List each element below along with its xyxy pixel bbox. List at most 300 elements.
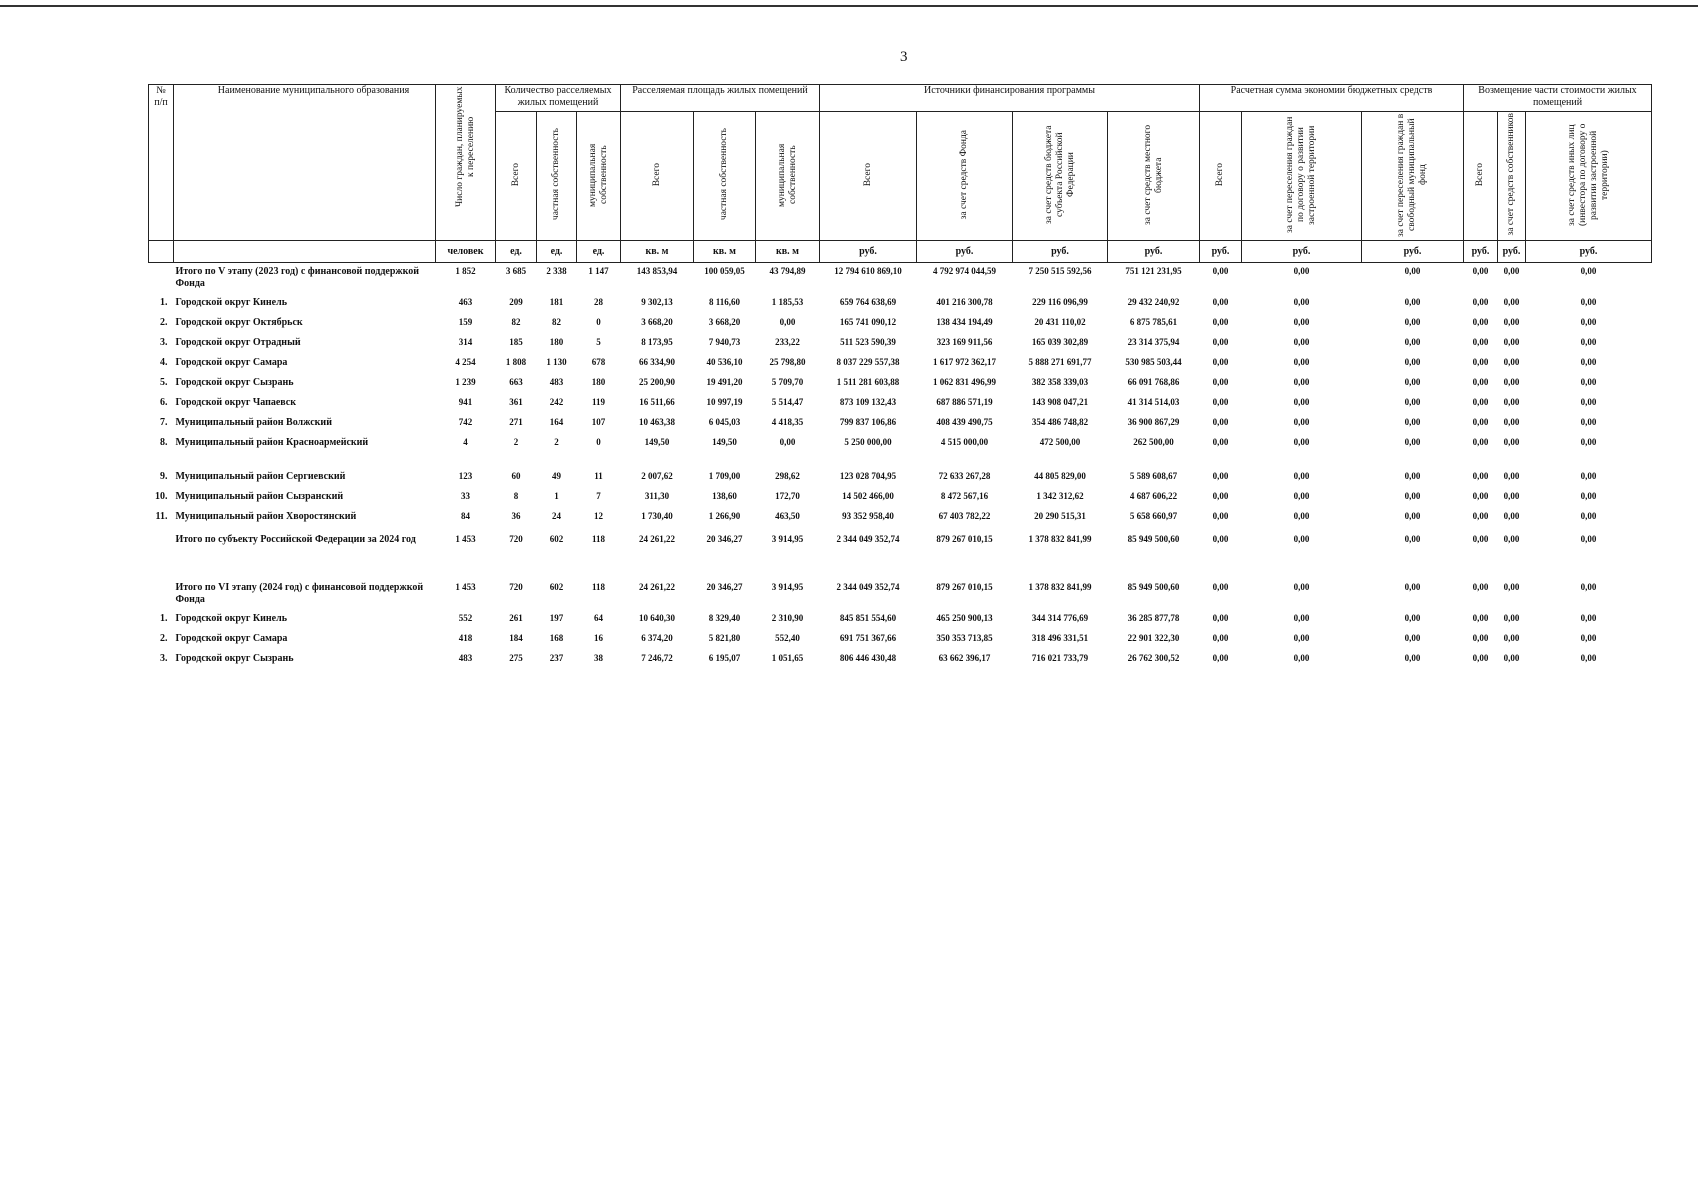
municipality-name: Итого по V этапу (2023 год) с финансовой поддержкой Фонда bbox=[175, 266, 420, 289]
value-cell: 0,00 bbox=[1472, 612, 1489, 623]
value-cell: 118 bbox=[591, 581, 605, 592]
header-people: Число граждан, планируемых к переселению bbox=[436, 85, 496, 241]
value-cell: 659 764 638,69 bbox=[839, 296, 897, 307]
unit-cell-name bbox=[174, 241, 436, 263]
value-cell: 66 334,90 bbox=[639, 356, 675, 367]
municipality-name: Муниципальный район Сергиевский bbox=[175, 470, 346, 482]
value-cell: 0,00 bbox=[1404, 356, 1421, 367]
value-cell: 0,00 bbox=[1404, 510, 1421, 521]
municipality-name: Городской округ Чапаевск bbox=[175, 396, 297, 408]
value-cell: 873 109 132,43 bbox=[839, 396, 897, 407]
value-cell: 552 bbox=[458, 612, 473, 623]
value-cell: 6 045,03 bbox=[708, 416, 741, 427]
table-row bbox=[149, 633, 1652, 653]
header-savings-group: Расчетная сумма экономии бюджетных средств bbox=[1200, 85, 1464, 112]
unit-cell: руб. bbox=[1200, 241, 1242, 263]
value-cell: 350 353 713,85 bbox=[936, 632, 993, 643]
value-cell: 33 bbox=[461, 490, 470, 501]
value-cell: 123 028 704,95 bbox=[839, 470, 897, 481]
value-cell: 0 bbox=[596, 436, 601, 447]
value-cell: 237 bbox=[549, 652, 564, 663]
value-cell: 483 bbox=[458, 652, 473, 663]
table-row bbox=[149, 337, 1652, 357]
municipality-name: Городской округ Самара bbox=[175, 632, 288, 644]
value-cell: 1 378 832 841,99 bbox=[1028, 581, 1092, 592]
total-row bbox=[149, 579, 1652, 613]
value-cell: 0,00 bbox=[1293, 416, 1310, 427]
row-number: 5. bbox=[160, 376, 168, 388]
unit-cell: руб. bbox=[1498, 241, 1526, 263]
value-cell: 0,00 bbox=[1212, 416, 1229, 427]
table-row bbox=[149, 613, 1652, 633]
unit-cell: руб. bbox=[1526, 241, 1652, 263]
value-cell: 0,00 bbox=[1580, 266, 1597, 276]
value-cell: 0,00 bbox=[1580, 436, 1597, 447]
value-cell: 0,00 bbox=[1293, 396, 1310, 407]
unit-cell: кв. м bbox=[756, 241, 820, 263]
value-cell: 5 250 000,00 bbox=[844, 436, 892, 447]
value-cell: 1 051,65 bbox=[771, 652, 804, 663]
value-cell: 44 805 829,00 bbox=[1034, 470, 1086, 481]
row-number: 8. bbox=[160, 436, 168, 448]
table-row bbox=[149, 653, 1652, 673]
value-cell: 0,00 bbox=[1293, 533, 1310, 544]
value-cell: 530 985 503,44 bbox=[1125, 356, 1182, 367]
value-cell: 0,00 bbox=[1503, 376, 1520, 387]
value-cell: 11 bbox=[594, 470, 603, 481]
value-cell: 6 195,07 bbox=[708, 652, 741, 663]
value-cell: 0,00 bbox=[1404, 336, 1421, 347]
value-cell: 0,00 bbox=[1580, 356, 1597, 367]
value-cell: 0,00 bbox=[1293, 652, 1310, 663]
value-cell: 418 bbox=[458, 632, 473, 643]
value-cell: 233,22 bbox=[775, 336, 800, 347]
header-funding-group: Источники финансирования программы bbox=[820, 85, 1200, 112]
value-cell: 0,00 bbox=[1580, 490, 1597, 501]
value-cell: 60 bbox=[511, 470, 521, 481]
unit-cell: руб. bbox=[917, 241, 1013, 263]
value-cell: 1 511 281 603,88 bbox=[836, 376, 900, 387]
value-cell: 0,00 bbox=[1472, 581, 1489, 592]
value-cell: 0,00 bbox=[1212, 632, 1229, 643]
value-cell: 66 091 768,86 bbox=[1127, 376, 1180, 387]
value-cell: 0,00 bbox=[1472, 316, 1489, 327]
unit-cell: руб. bbox=[1242, 241, 1362, 263]
value-cell: 0,00 bbox=[1580, 533, 1597, 544]
value-cell: 0,00 bbox=[1472, 416, 1489, 427]
value-cell: 344 314 776,69 bbox=[1031, 612, 1089, 623]
value-cell: 879 267 010,15 bbox=[936, 533, 993, 544]
value-cell: 3 668,20 bbox=[708, 316, 741, 327]
value-cell: 720 bbox=[509, 581, 523, 592]
value-cell: 242 bbox=[549, 396, 564, 407]
value-cell: 0 bbox=[596, 316, 601, 327]
value-cell: 0,00 bbox=[1293, 581, 1310, 592]
header-area-group: Расселяемая площадь жилых помещений bbox=[621, 85, 820, 112]
value-cell: 1 453 bbox=[455, 533, 476, 544]
value-cell: 0,00 bbox=[1580, 612, 1597, 623]
value-cell: 0,00 bbox=[1212, 533, 1229, 544]
value-cell: 23 314 375,94 bbox=[1127, 336, 1180, 347]
value-cell: 2 007,62 bbox=[641, 470, 673, 481]
value-cell: 511 523 590,39 bbox=[840, 336, 896, 347]
value-cell: 0,00 bbox=[1212, 316, 1229, 327]
value-cell: 138 434 194,49 bbox=[936, 316, 993, 327]
value-cell: 36 bbox=[511, 510, 521, 521]
value-cell: 1 453 bbox=[455, 581, 476, 592]
value-cell: 0,00 bbox=[1503, 316, 1520, 327]
value-cell: 0,00 bbox=[1580, 396, 1597, 407]
value-cell: 119 bbox=[591, 396, 605, 407]
table-row bbox=[149, 377, 1652, 397]
municipality-name: Муниципальный район Волжский bbox=[175, 416, 332, 428]
value-cell: 261 bbox=[509, 612, 523, 623]
header-area-total: Всего bbox=[621, 112, 694, 241]
unit-cell: ед. bbox=[537, 241, 577, 263]
value-cell: 19 491,20 bbox=[706, 376, 743, 387]
value-cell: 85 949 500,60 bbox=[1127, 581, 1180, 592]
value-cell: 20 346,27 bbox=[706, 533, 743, 544]
header-rooms-group: Количество расселяемых жилых помещений bbox=[496, 85, 621, 112]
resettlement-table bbox=[148, 84, 1652, 673]
row-number: 2. bbox=[160, 316, 168, 328]
value-cell: 0,00 bbox=[1503, 652, 1520, 663]
value-cell: 67 403 782,22 bbox=[938, 510, 991, 521]
value-cell: 209 bbox=[509, 296, 523, 307]
value-cell: 483 bbox=[549, 376, 564, 387]
value-cell: 24 bbox=[552, 510, 561, 521]
value-cell: 84 bbox=[461, 510, 470, 521]
table-row bbox=[149, 297, 1652, 317]
municipality-name: Городской округ Сызрань bbox=[175, 652, 294, 664]
value-cell: 4 bbox=[463, 436, 468, 447]
value-cell: 0,00 bbox=[1293, 316, 1310, 327]
value-cell: 29 432 240,92 bbox=[1127, 296, 1180, 307]
value-cell: 28 bbox=[594, 296, 603, 307]
value-cell: 93 352 958,40 bbox=[842, 510, 894, 521]
value-cell: 0,00 bbox=[1503, 632, 1520, 643]
value-cell: 0,00 bbox=[1503, 490, 1520, 501]
value-cell: 4 515 000,00 bbox=[940, 436, 989, 447]
value-cell: 1 147 bbox=[588, 266, 609, 276]
value-cell: 24 261,22 bbox=[639, 581, 675, 592]
value-cell: 64 bbox=[594, 612, 603, 623]
value-cell: 0,00 bbox=[1293, 470, 1310, 481]
value-cell: 0,00 bbox=[1580, 376, 1597, 387]
value-cell: 318 496 331,51 bbox=[1031, 632, 1089, 643]
row-number: 1. bbox=[160, 612, 168, 624]
unit-cell: руб. bbox=[1108, 241, 1200, 263]
unit-cell: руб. bbox=[1362, 241, 1464, 263]
value-cell: 0,00 bbox=[1580, 470, 1597, 481]
value-cell: 5 589 608,67 bbox=[1129, 470, 1178, 481]
value-cell: 165 741 090,12 bbox=[839, 316, 897, 327]
value-cell: 0,00 bbox=[1212, 336, 1229, 347]
value-cell: 10 997,19 bbox=[706, 396, 743, 407]
value-cell: 143 908 047,21 bbox=[1031, 396, 1089, 407]
value-cell: 229 116 096,99 bbox=[1032, 296, 1088, 307]
row-number: 4. bbox=[160, 356, 168, 368]
value-cell: 16 511,66 bbox=[639, 396, 675, 407]
value-cell: 5 514,47 bbox=[771, 396, 804, 407]
municipality-name: Муниципальный район Сызранский bbox=[175, 490, 344, 502]
header-savings-contract: за счет переселения граждан по договору о развитии застроенной территории bbox=[1242, 112, 1362, 241]
value-cell: 602 bbox=[549, 533, 564, 544]
value-cell: 1 852 bbox=[455, 266, 476, 276]
header-fund-total: Всего bbox=[820, 112, 917, 241]
value-cell: 0,00 bbox=[1404, 296, 1421, 307]
value-cell: 36 900 867,29 bbox=[1127, 416, 1180, 427]
value-cell: 0,00 bbox=[1580, 336, 1597, 347]
value-cell: 1 808 bbox=[505, 356, 527, 367]
value-cell: 1 239 bbox=[455, 376, 476, 387]
value-cell: 3 668,20 bbox=[641, 316, 673, 327]
header-name: Наименование муниципального образования bbox=[174, 85, 436, 241]
value-cell: 0,00 bbox=[1404, 533, 1421, 544]
value-cell: 6 875 785,61 bbox=[1129, 316, 1178, 327]
value-cell: 0,00 bbox=[1472, 436, 1489, 447]
unit-cell: кв. м bbox=[621, 241, 694, 263]
value-cell: 24 261,22 bbox=[639, 533, 675, 544]
value-cell: 82 bbox=[552, 316, 561, 327]
value-cell: 0,00 bbox=[1293, 632, 1310, 643]
row-number bbox=[149, 531, 174, 565]
value-cell: 20 290 515,31 bbox=[1034, 510, 1086, 521]
unit-cell: руб. bbox=[1013, 241, 1108, 263]
value-cell: 0,00 bbox=[1472, 510, 1489, 521]
value-cell: 0,00 bbox=[1404, 470, 1421, 481]
value-cell: 181 bbox=[549, 296, 564, 307]
value-cell: 0,00 bbox=[1293, 376, 1310, 387]
total-row bbox=[149, 531, 1652, 565]
value-cell: 8 116,60 bbox=[708, 296, 740, 307]
value-cell: 2 344 049 352,74 bbox=[836, 533, 900, 544]
value-cell: 742 bbox=[458, 416, 473, 427]
value-cell: 0,00 bbox=[1472, 396, 1489, 407]
unit-cell: руб. bbox=[1464, 241, 1498, 263]
scan-top-border bbox=[0, 5, 1698, 7]
value-cell: 0,00 bbox=[1580, 652, 1597, 663]
municipality-name: Городской округ Отрадный bbox=[175, 336, 301, 348]
value-cell: 8 472 567,16 bbox=[940, 490, 989, 501]
value-cell: 687 886 571,19 bbox=[936, 396, 993, 407]
header-num: № п/п bbox=[149, 85, 174, 241]
value-cell: 275 bbox=[509, 652, 523, 663]
header-rooms-municipal: муниципальная собственность bbox=[577, 112, 621, 241]
value-cell: 0,00 bbox=[1472, 336, 1489, 347]
municipality-name: Муниципальный район Красноармейский bbox=[175, 436, 369, 448]
value-cell: 552,40 bbox=[775, 632, 800, 643]
value-cell: 2 310,90 bbox=[771, 612, 804, 623]
value-cell: 0,00 bbox=[779, 436, 796, 447]
municipality-name: Итого по субъекту Российской Федерации за 2024 год bbox=[175, 533, 416, 545]
value-cell: 0,00 bbox=[1580, 581, 1597, 592]
value-cell: 138,60 bbox=[712, 490, 737, 501]
value-cell: 0,00 bbox=[1503, 533, 1520, 544]
value-cell: 8 173,95 bbox=[641, 336, 673, 347]
value-cell: 0,00 bbox=[1472, 470, 1489, 481]
value-cell: 72 633 267,28 bbox=[938, 470, 991, 481]
value-cell: 0,00 bbox=[1404, 396, 1421, 407]
value-cell: 0,00 bbox=[1404, 416, 1421, 427]
value-cell: 7 246,72 bbox=[641, 652, 673, 663]
value-cell: 0,00 bbox=[1212, 652, 1229, 663]
value-cell: 691 751 367,66 bbox=[839, 632, 897, 643]
header-reimb-total: Всего bbox=[1464, 112, 1498, 241]
header-fund-subject: за счет средств бюджета субъекта Российской Федерации bbox=[1013, 112, 1108, 241]
municipality-name: Городской округ Сызрань bbox=[175, 376, 294, 388]
value-cell: 0,00 bbox=[1503, 612, 1520, 623]
header-fund-local: за счет средств местного бюджета bbox=[1108, 112, 1200, 241]
value-cell: 0,00 bbox=[1293, 436, 1310, 447]
header-reimbursement-group: Возмещение части стоимости жилых помещений bbox=[1464, 85, 1652, 112]
value-cell: 0,00 bbox=[1404, 376, 1421, 387]
value-cell: 0,00 bbox=[1212, 510, 1229, 521]
value-cell: 2 bbox=[554, 436, 559, 447]
value-cell: 10 463,38 bbox=[639, 416, 675, 427]
header-area-municipal: муниципальная собственность bbox=[756, 112, 820, 241]
value-cell: 0,00 bbox=[1580, 316, 1597, 327]
value-cell: 172,70 bbox=[775, 490, 800, 501]
value-cell: 720 bbox=[509, 533, 523, 544]
header-reimb-investors: за счет средств иных лиц (инвестора по договору о развитии застроенной территории) bbox=[1526, 112, 1652, 241]
value-cell: 1 266,90 bbox=[708, 510, 741, 521]
header-rooms-total: Всего bbox=[496, 112, 537, 241]
value-cell: 0,00 bbox=[1472, 533, 1489, 544]
value-cell: 2 bbox=[513, 436, 519, 447]
value-cell: 0,00 bbox=[1503, 510, 1520, 521]
value-cell: 0,00 bbox=[1404, 436, 1421, 447]
value-cell: 0,00 bbox=[1580, 296, 1597, 307]
value-cell: 0,00 bbox=[1472, 632, 1489, 643]
value-cell: 0,00 bbox=[1212, 490, 1229, 501]
value-cell: 0,00 bbox=[1472, 296, 1489, 307]
value-cell: 40 536,10 bbox=[706, 356, 743, 367]
value-cell: 0,00 bbox=[1212, 296, 1229, 307]
value-cell: 41 314 514,03 bbox=[1127, 396, 1180, 407]
value-cell: 149,50 bbox=[644, 436, 670, 447]
value-cell: 716 021 733,79 bbox=[1031, 652, 1089, 663]
table-row bbox=[149, 437, 1652, 457]
value-cell: 314 bbox=[458, 336, 473, 347]
value-cell: 465 250 900,13 bbox=[936, 612, 993, 623]
value-cell: 1 342 312,62 bbox=[1036, 490, 1084, 501]
value-cell: 0,00 bbox=[1472, 652, 1489, 663]
value-cell: 159 bbox=[458, 316, 473, 327]
value-cell: 43 794,89 bbox=[769, 266, 806, 276]
value-cell: 26 762 300,52 bbox=[1127, 652, 1180, 663]
header-area-private: частная собственность bbox=[694, 112, 756, 241]
value-cell: 663 bbox=[509, 376, 523, 387]
table-row bbox=[149, 397, 1652, 417]
value-cell: 7 940,73 bbox=[708, 336, 741, 347]
value-cell: 354 486 748,82 bbox=[1031, 416, 1089, 427]
table-row bbox=[149, 511, 1652, 531]
value-cell: 36 285 877,78 bbox=[1127, 612, 1180, 623]
value-cell: 8 bbox=[513, 490, 519, 501]
municipality-name: Итого по VI этапу (2024 год) с финансовой поддержкой Фонда bbox=[175, 581, 424, 605]
value-cell: 0,00 bbox=[779, 316, 796, 327]
value-cell: 7 bbox=[596, 490, 601, 501]
value-cell: 0,00 bbox=[1503, 356, 1520, 367]
unit-cell: руб. bbox=[820, 241, 917, 263]
value-cell: 2 338 bbox=[546, 266, 567, 276]
value-cell: 20 431 110,02 bbox=[1034, 316, 1086, 327]
unit-cell: ед. bbox=[496, 241, 537, 263]
value-cell: 323 169 911,56 bbox=[936, 336, 993, 347]
value-cell: 799 837 106,86 bbox=[839, 416, 897, 427]
value-cell: 463,50 bbox=[775, 510, 800, 521]
value-cell: 6 374,20 bbox=[641, 632, 673, 643]
value-cell: 25 798,80 bbox=[769, 356, 806, 367]
value-cell: 164 bbox=[549, 416, 564, 427]
row-number: 3. bbox=[160, 652, 168, 664]
value-cell: 0,00 bbox=[1212, 266, 1229, 276]
value-cell: 0,00 bbox=[1404, 652, 1421, 663]
value-cell: 100 059,05 bbox=[704, 266, 745, 276]
value-cell: 5 821,80 bbox=[708, 632, 741, 643]
spacer-row bbox=[149, 565, 1652, 579]
value-cell: 382 358 339,03 bbox=[1031, 376, 1089, 387]
value-cell: 0,00 bbox=[1503, 416, 1520, 427]
value-cell: 14 502 466,00 bbox=[842, 490, 894, 501]
value-cell: 168 bbox=[549, 632, 564, 643]
value-cell: 180 bbox=[591, 376, 606, 387]
value-cell: 0,00 bbox=[1503, 296, 1520, 307]
value-cell: 0,00 bbox=[1503, 266, 1520, 276]
value-cell: 38 bbox=[594, 652, 603, 663]
value-cell: 5 888 271 691,77 bbox=[1028, 356, 1092, 367]
header-fund-foundation: за счет средств Фонда bbox=[917, 112, 1013, 241]
value-cell: 408 439 490,75 bbox=[936, 416, 993, 427]
value-cell: 4 687 606,22 bbox=[1129, 490, 1178, 501]
value-cell: 0,00 bbox=[1293, 296, 1310, 307]
value-cell: 845 851 554,60 bbox=[839, 612, 897, 623]
unit-cell: человек bbox=[436, 241, 496, 263]
municipality-name: Городской округ Кинель bbox=[175, 612, 287, 624]
value-cell: 262 500,00 bbox=[1133, 436, 1174, 447]
value-cell: 0,00 bbox=[1580, 416, 1597, 427]
value-cell: 16 bbox=[594, 632, 603, 643]
value-cell: 1 378 832 841,99 bbox=[1028, 533, 1092, 544]
value-cell: 5 bbox=[596, 336, 601, 347]
row-number: 7. bbox=[160, 416, 168, 428]
value-cell: 0,00 bbox=[1472, 356, 1489, 367]
value-cell: 0,00 bbox=[1503, 470, 1520, 481]
value-cell: 0,00 bbox=[1404, 612, 1421, 623]
value-cell: 879 267 010,15 bbox=[936, 581, 993, 592]
value-cell: 0,00 bbox=[1293, 266, 1310, 276]
value-cell: 63 662 396,17 bbox=[938, 652, 991, 663]
value-cell: 0,00 bbox=[1404, 316, 1421, 327]
municipality-name: Муниципальный район Хворостянский bbox=[175, 510, 357, 522]
total-row bbox=[149, 263, 1652, 297]
row-number: 3. bbox=[160, 336, 168, 348]
spacer-row bbox=[149, 457, 1652, 471]
header-savings-free: за счет переселения граждан в свободный муниципальный фонд bbox=[1362, 112, 1464, 241]
value-cell: 0,00 bbox=[1212, 436, 1229, 447]
value-cell: 85 949 500,60 bbox=[1127, 533, 1180, 544]
value-cell: 8 329,40 bbox=[708, 612, 741, 623]
value-cell: 2 344 049 352,74 bbox=[836, 581, 900, 592]
value-cell: 20 346,27 bbox=[706, 581, 743, 592]
row-number: 9. bbox=[160, 470, 168, 482]
table-row bbox=[149, 471, 1652, 491]
value-cell: 1 730,40 bbox=[641, 510, 673, 521]
value-cell: 941 bbox=[458, 396, 473, 407]
value-cell: 4 254 bbox=[455, 356, 476, 367]
value-cell: 298,62 bbox=[775, 470, 800, 481]
